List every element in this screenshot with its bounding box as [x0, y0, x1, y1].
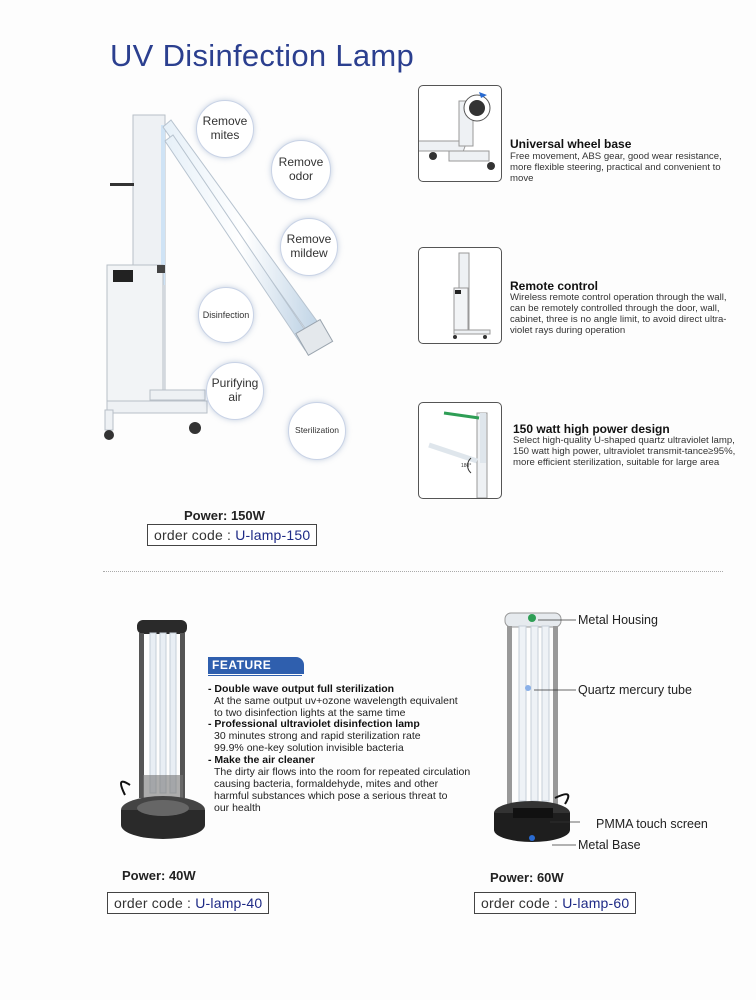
- feature-title-remote-control: Remote control: [510, 279, 599, 293]
- callout-metal-housing: Metal Housing: [578, 613, 658, 627]
- feature-underline: [208, 675, 302, 676]
- section-divider: [103, 571, 723, 572]
- high-power-thumbnail: [418, 402, 502, 499]
- bubble-remove-mildew: Remove mildew: [280, 218, 338, 276]
- feature-item-line: At the same output uv+ozone wavelength equivalent: [214, 695, 458, 707]
- callout-lines: [520, 610, 580, 850]
- power-60w: Power: 60W: [490, 870, 564, 885]
- bubble-purifying-air: Purifying air: [206, 362, 264, 420]
- wheel-base-thumbnail: [418, 85, 502, 182]
- angle-label: 180°: [461, 463, 472, 469]
- feature-item-line: The dirty air flows into the room for repeated circulation: [214, 766, 471, 778]
- feature-item-title: - Make the air cleaner: [208, 754, 315, 766]
- remote-control-thumbnail: [418, 247, 502, 344]
- order-code-value: U-lamp-60: [562, 895, 630, 911]
- bubble-sterilization: Sterilization: [288, 402, 346, 460]
- uv-lamp-40-image: [115, 615, 215, 845]
- feature-title-wheel-base: Universal wheel base: [510, 137, 632, 151]
- order-code-value: U-lamp-40: [195, 895, 263, 911]
- feature-desc-remote-control: Wireless remote control operation through the wall, can be remotely controlled through the door, wall, cabinet, three is no angle limit, to avoid direct ultra-violet rays during operation: [510, 292, 727, 336]
- feature-item-professional: [208, 718, 421, 754]
- bubble-remove-mites: Remove mites: [196, 100, 254, 158]
- power-150w: Power: 150W: [184, 508, 265, 523]
- feature-item-line: 99.9% one-key solution invisible bacteria: [214, 742, 404, 754]
- power-40w: Power: 40W: [122, 868, 196, 883]
- feature-item-title: - Professional ultraviolet disinfection lamp: [208, 718, 420, 730]
- order-code-40: [107, 892, 269, 914]
- bubble-remove-odor: Remove odor: [271, 140, 331, 200]
- feature-header: FEATURE: [208, 657, 304, 674]
- feature-desc-high-power: Select high-quality U-shaped quartz ultraviolet lamp, 150 watt high power, ultraviolet transmit-tance≥95%, more efficient sterilization, suitable for large area: [513, 435, 736, 468]
- order-code-150: [147, 524, 317, 546]
- feature-item-line: to two disinfection lights at the same time: [214, 707, 406, 719]
- callout-quartz-tube: Quartz mercury tube: [578, 683, 692, 697]
- order-code-label: order code :: [481, 895, 559, 911]
- order-code-60: [474, 892, 636, 914]
- page-title: UV Disinfection Lamp: [110, 38, 415, 73]
- feature-desc-wheel-base: Free movement, ABS gear, good wear resistance, more flexible steering, practical and convenient to move: [510, 151, 722, 184]
- order-code-value: U-lamp-150: [235, 527, 311, 543]
- feature-item-line: causing bacteria, formaldehyde, mites and other: [214, 778, 439, 790]
- feature-item-double-wave: [208, 683, 458, 719]
- feature-item-air-cleaner: [208, 754, 470, 814]
- order-code-label: order code :: [154, 527, 232, 543]
- feature-title-high-power: 150 watt high power design: [513, 422, 670, 436]
- order-code-label: order code :: [114, 895, 192, 911]
- feature-item-line: 30 minutes strong and rapid sterilization rate: [214, 730, 421, 742]
- bubble-disinfection: Disinfection: [198, 287, 254, 343]
- callout-metal-base: Metal Base: [578, 838, 641, 852]
- callout-pmma-screen: PMMA touch screen: [596, 817, 708, 831]
- feature-item-line: harmful substances which pose a serious threat to: [214, 790, 448, 802]
- feature-item-title: - Double wave output full sterilization: [208, 683, 395, 695]
- feature-item-line: our health: [214, 802, 261, 814]
